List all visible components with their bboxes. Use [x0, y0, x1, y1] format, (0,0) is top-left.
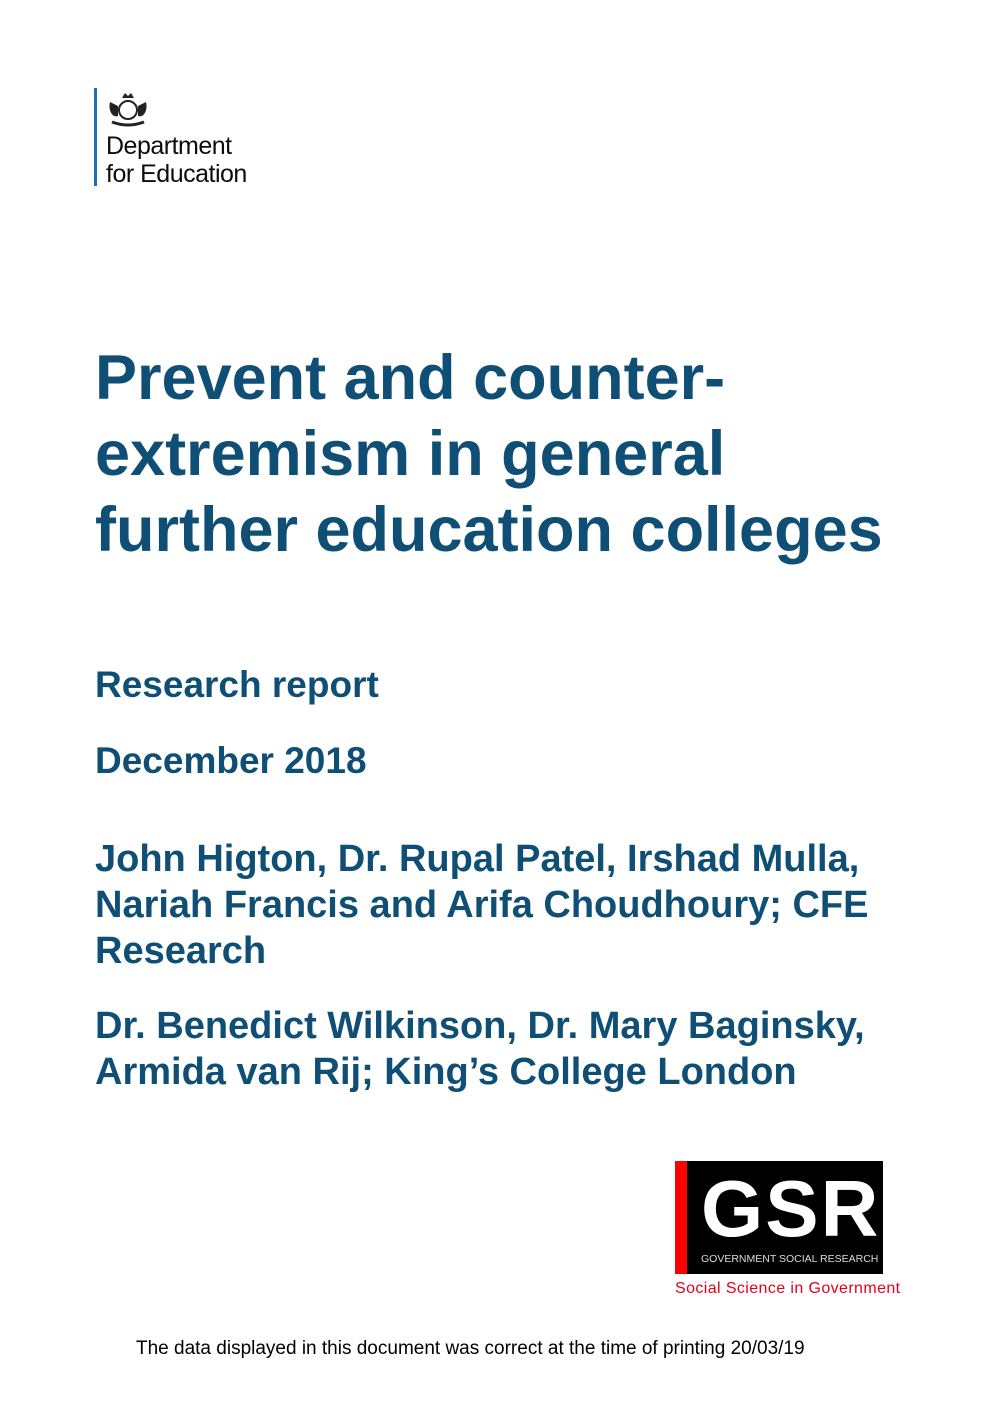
publication-date: December 2018: [95, 740, 367, 781]
gsr-red-stripe: [675, 1161, 687, 1274]
gsr-tagline: Social Science in Government: [675, 1280, 901, 1297]
gsr-name: GOVERNMENT SOCIAL RESEARCH: [701, 1253, 879, 1265]
logo-line-2: for Education: [106, 160, 247, 188]
document-title: Prevent and counter-extremism in general further education colleges: [95, 343, 883, 565]
gsr-logo: [675, 1161, 901, 1298]
authors-cfe: John Higton, Dr. Rupal Patel, Irshad Mulla, Nariah Francis and Arifa Choudhoury; CFE Research: [95, 838, 869, 972]
logo-text: [106, 132, 247, 188]
authors-kcl: Dr. Benedict Wilkinson, Dr. Mary Baginsky, Armida van Rij; King’s College London: [95, 1005, 865, 1093]
logo-divider: [94, 88, 97, 186]
document-subtitle: Research report: [95, 664, 379, 705]
logo-line-1: Department: [106, 132, 232, 160]
gsr-mark: GSR: [701, 1164, 881, 1253]
royal-crest-icon: [106, 90, 150, 128]
footer-note: The data displayed in this document was correct at the time of printing 20/03/19: [136, 1338, 805, 1359]
